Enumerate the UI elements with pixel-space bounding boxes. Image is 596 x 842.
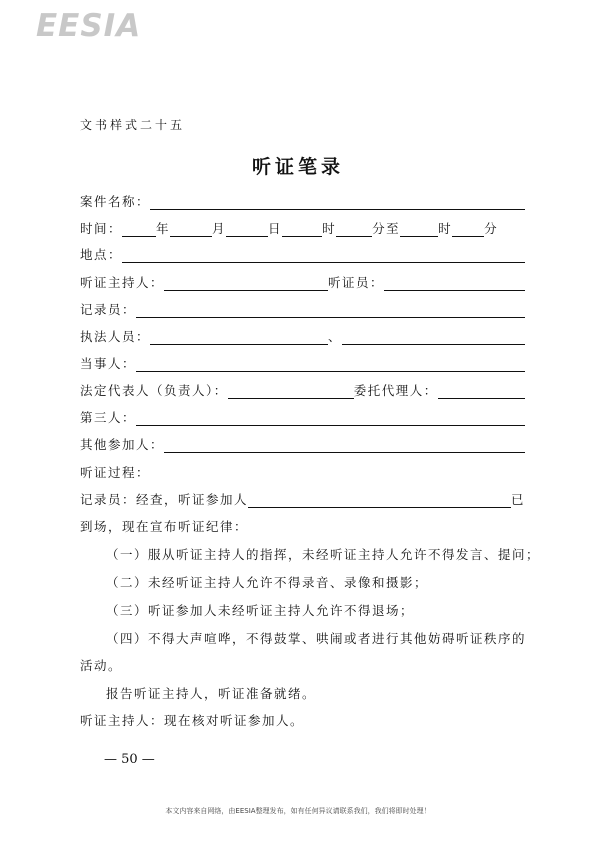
arrived-line: 到场，现在宣布听证纪律：	[80, 519, 249, 534]
host-officer-row	[80, 273, 525, 291]
end-hour-field[interactable]	[400, 223, 438, 237]
other-participants-field[interactable]	[164, 439, 525, 453]
recorder-check-row	[80, 490, 525, 508]
end-minute-label: 分	[484, 221, 499, 236]
law-enforcer-1-field[interactable]	[150, 331, 328, 345]
case-name-field[interactable]	[150, 196, 525, 210]
end-minute-field[interactable]	[452, 223, 484, 237]
recorder-row	[80, 300, 525, 318]
process-label: 听证过程：	[80, 465, 151, 480]
location-row	[80, 245, 525, 263]
month-label: 月	[212, 221, 227, 236]
officer-label: 听证员：	[328, 275, 385, 290]
other-participants-row	[80, 435, 525, 453]
location-field[interactable]	[122, 249, 525, 263]
agent-label: 委托代理人：	[353, 383, 438, 398]
document-style-label: 文书样式二十五	[80, 118, 186, 132]
legal-rep-label: 法定代表人（负责人）：	[80, 383, 228, 398]
host-field[interactable]	[164, 277, 328, 291]
process-row	[80, 463, 525, 481]
legal-rep-row	[80, 381, 525, 399]
eesia-logo: EESIA	[36, 8, 142, 44]
party-field[interactable]	[136, 358, 525, 372]
rule-4: （四）不得大声喧哗，不得鼓掌、哄闹或者进行其他妨碍听证秩序的	[106, 631, 527, 646]
start-minute-field[interactable]	[336, 223, 372, 237]
page-title: 听证笔录	[251, 156, 344, 178]
host-label: 听证主持人：	[80, 275, 165, 290]
officer-field[interactable]	[384, 277, 525, 291]
rule-3: （三）听证参加人未经听证主持人允许不得退场；	[106, 603, 415, 618]
location-label: 地点：	[80, 247, 123, 262]
month-field[interactable]	[170, 223, 212, 237]
case-name-row	[80, 192, 525, 210]
law-enforcers-label: 执法人员：	[80, 329, 151, 344]
other-participants-label: 其他参加人：	[80, 437, 165, 452]
time-label: 时间：	[80, 221, 123, 236]
arrived-suffix: 已	[510, 492, 525, 507]
recorder-label: 记录员：	[80, 302, 137, 317]
start-hour-field[interactable]	[282, 223, 322, 237]
third-party-label: 第三人：	[80, 410, 137, 425]
recorder-check-text: 记录员：经查，听证参加人	[80, 492, 249, 507]
separator-mark: 、	[328, 329, 343, 344]
time-row	[80, 219, 525, 237]
agent-field[interactable]	[438, 385, 525, 399]
year-label: 年	[156, 221, 171, 236]
rule-1: （一）服从听证主持人的指挥，未经听证主持人允许不得发言、提问；	[106, 547, 541, 562]
party-row	[80, 354, 525, 372]
page-number: — 50 —	[104, 752, 155, 767]
footer-notice: 本文内容来自网络，由EESIA整理发布，如有任何异议请联系我们，我们将即时处理！	[165, 807, 431, 815]
rule-4-continued: 活动。	[80, 658, 123, 673]
participants-field[interactable]	[248, 494, 511, 508]
year-field[interactable]	[122, 223, 156, 237]
recorder-field[interactable]	[136, 304, 525, 318]
minute-to-label: 分至	[372, 221, 401, 236]
third-party-field[interactable]	[136, 412, 525, 426]
legal-rep-field[interactable]	[228, 385, 354, 399]
law-enforcers-row	[80, 327, 525, 345]
day-field[interactable]	[226, 223, 268, 237]
case-name-label: 案件名称：	[80, 194, 151, 209]
day-label: 日	[268, 221, 283, 236]
law-enforcer-2-field[interactable]	[342, 331, 525, 345]
third-party-row	[80, 408, 525, 426]
party-label: 当事人：	[80, 356, 137, 371]
rule-2: （二）未经听证主持人允许不得录音、录像和摄影；	[106, 575, 429, 590]
host-check-line: 听证主持人：现在核对听证参加人。	[80, 713, 305, 728]
end-hour-label: 时	[438, 221, 453, 236]
report-line: 报告听证主持人，听证准备就绪。	[106, 686, 317, 701]
start-hour-label: 时	[322, 221, 337, 236]
